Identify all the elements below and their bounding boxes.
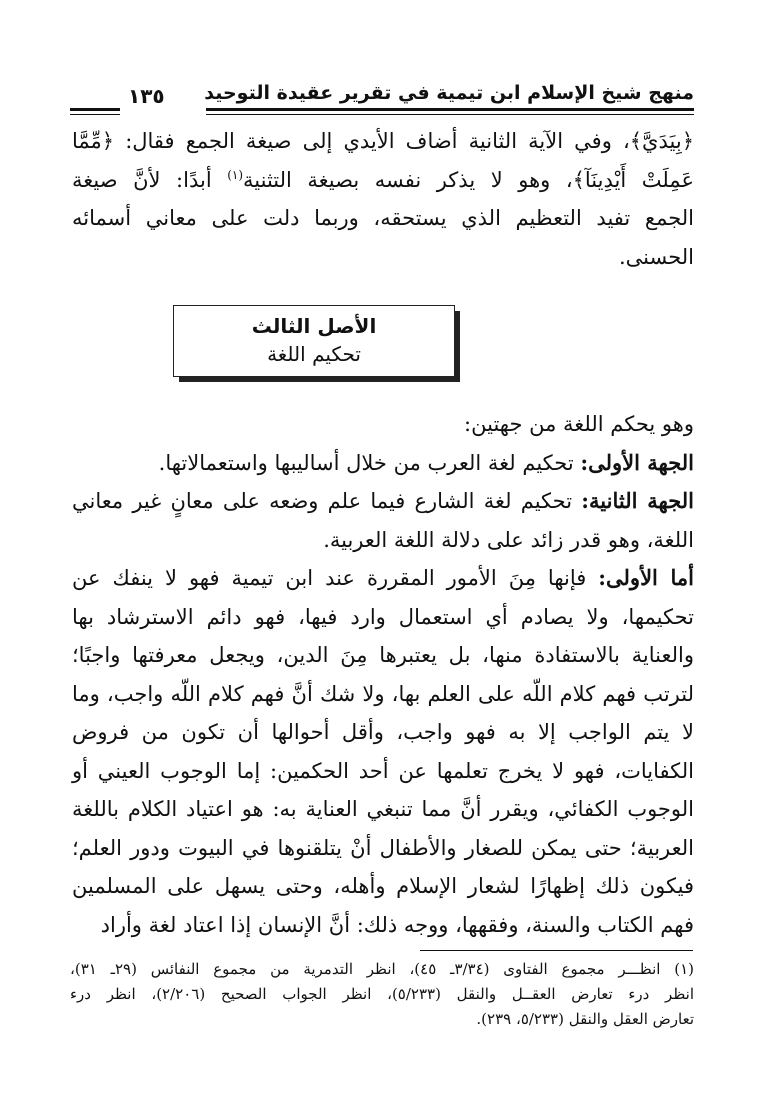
section-subtitle: تحكيم اللغة [267, 342, 361, 366]
footnote-line-1: (١) انظـــر مجموع الفتاوى (٣/٣٤ـ ٤٥)، انظر التدمرية من مجموع النفائس (٢٩ـ ٣١)، [70, 960, 694, 978]
section-heading-box [173, 305, 459, 381]
paragraph-first-discussion [72, 559, 694, 944]
paragraph-first-aspect [72, 444, 694, 483]
header-rule-left-thin [70, 114, 120, 115]
section-title: الأصل الثالث [251, 314, 377, 338]
first-aspect-text: تحكيم لغة العرب من خلال أساليبها واستعمالاتها. [158, 450, 581, 475]
first-discussion-text: فإنها مِنَ الأمور المقررة عند ابن تيمية فهو لا ينفك عن تحكيمها، ولا يصادم أي استعمال وارد فيها، فهو دائم الاسترشاد بها والعناية بالاستفادة منها، بل يعتبرها مِنَ الدين، ويجعل معرفتها واجبًا؛ لترتب فهم كلام اللّه على العلم بها، ولا شك أنَّ فهم كلام اللّه واجب، وما لا يتم الواجب إلا به فهو واجب، وأقل أحوالها أن تكون من فروض الكفايات، فهو لا يخرج تعلمها عن أحد الحكمين: إما الوجوب العيني أو الوجوب الكفائي، ويقرر أنَّ مما تنبغي العناية به: هو اعتياد الكلام باللغة العربية؛ حتى يمكن للصغار والأطفال أنْ يتلقنوها في البيوت ودور العلم؛ فيكون ذلك إظهارًا لشعار الإسلام وأهله، وحتى يسهل على المسلمين فهم الكتاب والسنة، وفقهها، ووجه ذلك: أنَّ الإنسان إذا اعتاد لغة وأراد [72, 566, 694, 937]
running-title: منهج شيخ الإسلام ابن تيمية في تقرير عقيدة التوحيد [204, 82, 694, 104]
intro-line-2-b: أبدًا: لأنَّ صيغة [72, 167, 228, 192]
intro-line-2 [72, 161, 694, 200]
second-aspect-text: تحكيم لغة الشارع فيما علم وضعه على معانٍ غير معاني اللغة، وهو قدر زائد على دلالة اللغة العربية. [72, 489, 694, 552]
footnote-separator [420, 950, 693, 951]
paragraph-intro: وهو يحكم اللغة من جهتين: [464, 412, 694, 436]
intro-line-2-a: عَمِلَتْ أَيْدِينَآ﴾، وهو لا يذكر نفسه بصيغة التثنية [243, 167, 694, 192]
page-header [70, 78, 694, 118]
intro-paragraph [72, 122, 694, 276]
intro-line-3: الجمع تفيد التعظيم الذي يستحقه، وربما دلت على معاني أسمائه [72, 206, 694, 230]
footnote-line-3: تعارض العقل والنقل (٥/٢٣٣، ٢٣٩). [476, 1010, 694, 1028]
header-rule-right [206, 108, 694, 111]
header-rule-right-thin [206, 114, 694, 115]
page-number: ١٣٥ [128, 84, 165, 108]
first-aspect-label: الجهة الأولى: [580, 449, 694, 475]
header-rule-left [70, 108, 120, 111]
main-text [72, 405, 694, 944]
intro-line-4: الحسنى. [618, 244, 694, 269]
footnote-line-2: انظر درء تعارض العقــل والنقل (٥/٢٣٣)، انظر الجواب الصحيح (٢/٢٠٦)، انظر درء [70, 985, 694, 1003]
footnote-marker: (١) [227, 167, 244, 182]
footnotes [70, 957, 694, 1032]
intro-line-1: ﴿بِيَدَيَّ﴾، وفي الآية الثانية أضاف الأيدي إلى صيغة الجمع فقال: ﴿مِّمَّا [72, 129, 694, 153]
first-discussion-label: أما الأولى: [598, 565, 694, 590]
second-aspect-label: الجهة الثانية: [581, 488, 695, 513]
section-box [173, 305, 455, 377]
paragraph-second-aspect [72, 482, 694, 559]
